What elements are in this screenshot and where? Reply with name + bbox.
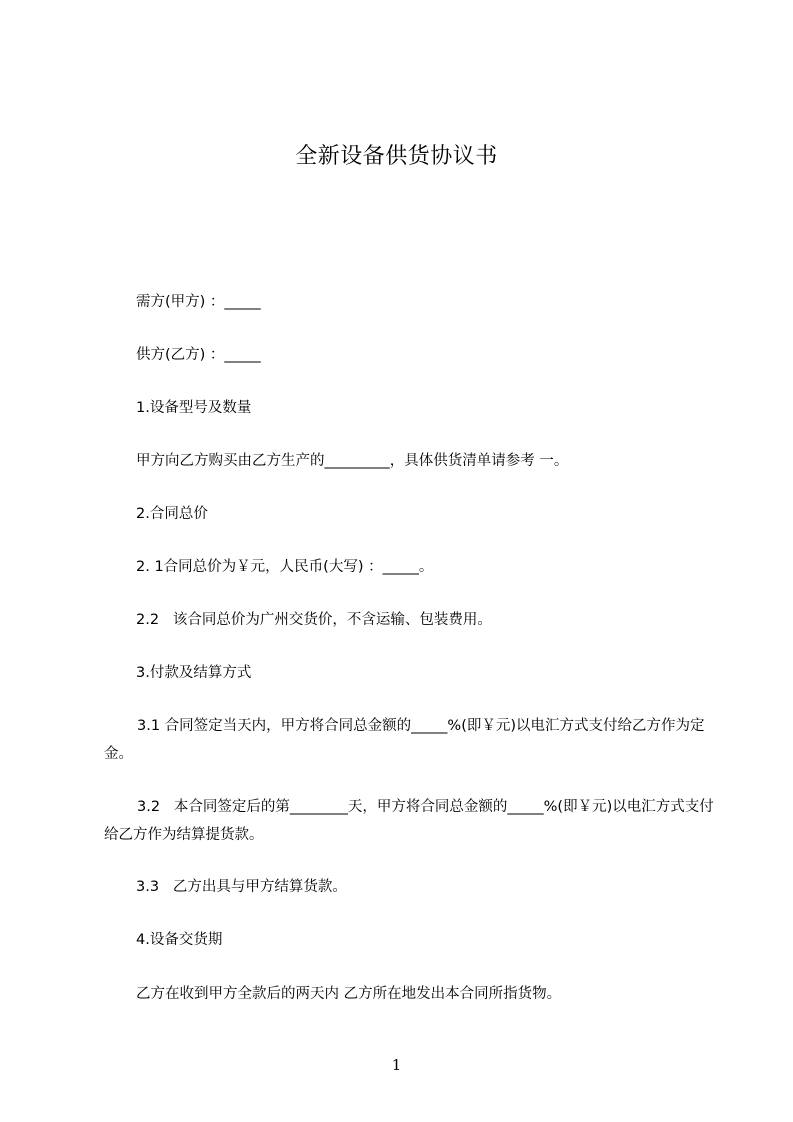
clause-3-2: 3.2 本合同签定后的第________天，甲方将合同总金额的_____%(即￥元)以电汇方式支付给乙方作为结算提货款。 <box>104 799 714 843</box>
document-title: 全新设备供货协议书 <box>295 144 498 169</box>
section-2-heading: 2.合同总价 <box>136 506 208 522</box>
section-1-text: 甲方向乙方购买由乙方生产的_________，具体供货清单请参考 一。 <box>136 453 569 469</box>
section-4-heading: 4.设备交货期 <box>136 932 223 948</box>
buyer-line: 需方(甲方) ：_____ <box>136 294 261 310</box>
clause-2-1: 2. 1合同总价为￥元，人民币(大写) ：_____。 <box>136 559 434 575</box>
clause-2-2: 2.2 该合同总价为广州交货价，不含运输、包装费用。 <box>136 612 492 628</box>
supplier-line: 供方(乙方) ：_____ <box>136 347 261 363</box>
page-number: 1 <box>391 1056 402 1074</box>
clause-3-1: 3.1 合同签定当天内，甲方将合同总金额的_____%(即￥元)以电汇方式支付给乙方作为定金。 <box>104 718 705 762</box>
section-1-heading: 1.设备型号及数量 <box>136 400 252 416</box>
clause-3-3: 3.3 乙方出具与甲方结算货款。 <box>136 879 347 895</box>
section-3-heading: 3.付款及结算方式 <box>136 665 252 681</box>
section-4-text: 乙方在收到甲方全款后的两天内 乙方所在地发出本合同所指货物。 <box>136 986 562 1002</box>
